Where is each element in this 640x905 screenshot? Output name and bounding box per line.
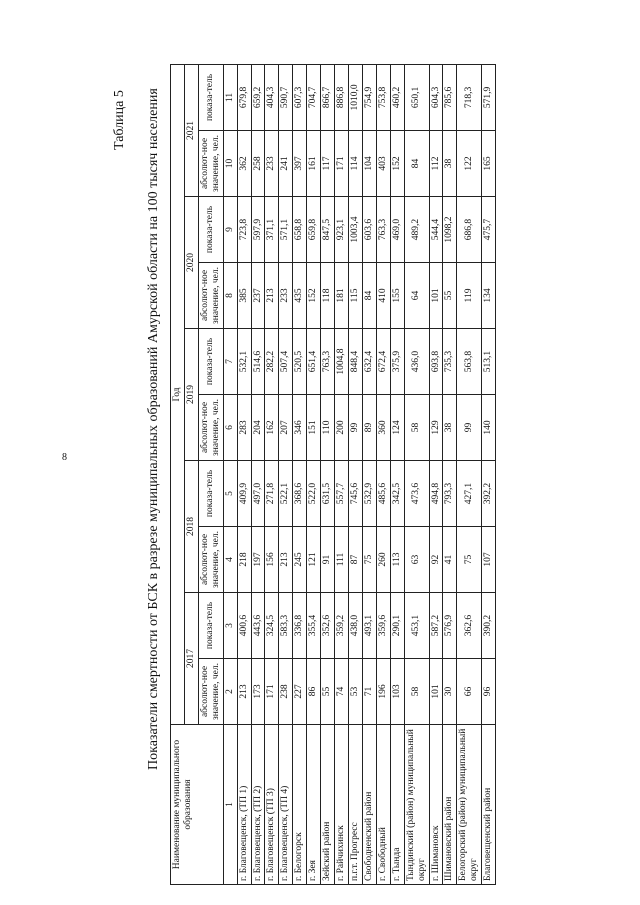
absolute-value-cell: 196 (376, 659, 390, 725)
absolute-value-cell: 213 (279, 527, 293, 593)
municipality-name: г. Белогорск (293, 725, 307, 885)
table-row (376, 64, 390, 884)
header-absolute-value: абсолют-ное значение, чел. (198, 395, 223, 461)
absolute-value-cell: 233 (265, 131, 279, 197)
rate-cell: 735,3 (443, 329, 457, 395)
absolute-value-cell: 38 (443, 131, 457, 197)
header-absolute-value: абсолют-ное значение, чел. (198, 263, 223, 329)
absolute-value-cell: 140 (482, 395, 496, 461)
rate-cell: 392,2 (482, 461, 496, 527)
absolute-value-cell: 403 (376, 131, 390, 197)
absolute-value-cell: 84 (404, 131, 429, 197)
rate-cell: 362,6 (457, 593, 482, 659)
rate-cell: 469,0 (390, 197, 404, 263)
municipality-name: г. Благовещенск (ТП 3) (265, 725, 279, 885)
rate-cell: 718,3 (457, 64, 482, 130)
absolute-value-cell: 207 (279, 395, 293, 461)
rate-cell: 507,4 (279, 329, 293, 395)
rotated-content (112, 65, 640, 885)
absolute-value-cell: 66 (457, 659, 482, 725)
absolute-value-cell: 435 (293, 263, 307, 329)
column-index-cell: 8 (223, 263, 237, 329)
municipality-name: Благовещенский район (482, 725, 496, 885)
rate-cell: 659,8 (307, 197, 321, 263)
absolute-value-cell: 122 (457, 131, 482, 197)
absolute-value-cell: 385 (237, 263, 251, 329)
rate-cell: 672,4 (376, 329, 390, 395)
rate-cell: 1003,4 (348, 197, 362, 263)
municipality-name: Зейский район (321, 725, 335, 885)
absolute-value-cell: 165 (482, 131, 496, 197)
rate-cell: 460,2 (390, 64, 404, 130)
rate-cell: 557,7 (335, 461, 349, 527)
absolute-value-cell: 161 (307, 131, 321, 197)
absolute-value-cell: 129 (429, 395, 443, 461)
page-number: 8 (62, 452, 67, 463)
absolute-value-cell: 114 (348, 131, 362, 197)
rate-cell: 607,3 (293, 64, 307, 130)
rate-cell: 400,6 (237, 593, 251, 659)
header-absolute-value: абсолют-ное значение, чел. (198, 659, 223, 725)
absolute-value-cell: 258 (251, 131, 265, 197)
rate-cell: 493,1 (362, 593, 376, 659)
table-row (237, 64, 251, 884)
absolute-value-cell: 87 (348, 527, 362, 593)
rate-cell: 404,3 (265, 64, 279, 130)
absolute-value-cell: 103 (390, 659, 404, 725)
absolute-value-cell: 117 (321, 131, 335, 197)
absolute-value-cell: 63 (404, 527, 429, 593)
rate-cell: 848,4 (348, 329, 362, 395)
header-rate: показа-тель (198, 593, 223, 659)
municipality-name: г. Благовещенск, (ТП 2) (251, 725, 265, 885)
table-row (321, 64, 335, 884)
table-caption: Показатели смертности от БСК в разрезе муниципальных образований Амурской области на 100 тысяч населения (146, 88, 161, 770)
rate-cell: 494,8 (429, 461, 443, 527)
municipality-name: Тындинский (район) муниципальный округ (404, 725, 429, 885)
column-index-cell: 6 (223, 395, 237, 461)
table-row (404, 64, 429, 884)
rate-cell: 651,4 (307, 329, 321, 395)
rate-cell: 436,0 (404, 329, 429, 395)
absolute-value-cell: 171 (265, 659, 279, 725)
absolute-value-cell: 204 (251, 395, 265, 461)
rate-cell: 1098,2 (443, 197, 457, 263)
absolute-value-cell: 151 (307, 395, 321, 461)
rate-cell: 754,9 (362, 64, 376, 130)
absolute-value-cell: 41 (443, 527, 457, 593)
rate-cell: 753,8 (376, 64, 390, 130)
table-row (443, 64, 457, 884)
rate-cell: 763,3 (321, 329, 335, 395)
table-label: Таблица 5 (112, 90, 127, 150)
column-index-cell: 2 (223, 659, 237, 725)
municipality-name: г. Благовещенск, (ТП 4) (279, 725, 293, 885)
municipality-name: Белогорский (район) муниципальный округ (457, 725, 482, 885)
absolute-value-cell: 155 (390, 263, 404, 329)
rate-cell: 886,8 (335, 64, 349, 130)
header-rate: показа-тель (198, 461, 223, 527)
rate-cell: 489,2 (404, 197, 429, 263)
absolute-value-cell: 111 (335, 527, 349, 593)
rate-cell: 409,9 (237, 461, 251, 527)
rate-cell: 631,5 (321, 461, 335, 527)
absolute-value-cell: 58 (404, 659, 429, 725)
table-row (279, 64, 293, 884)
rate-cell: 650,1 (404, 64, 429, 130)
rate-cell: 532,1 (237, 329, 251, 395)
absolute-value-cell: 362 (237, 131, 251, 197)
absolute-value-cell: 64 (404, 263, 429, 329)
rate-cell: 704,7 (307, 64, 321, 130)
rate-cell: 693,8 (429, 329, 443, 395)
absolute-value-cell: 107 (482, 527, 496, 593)
rate-cell: 571,9 (482, 64, 496, 130)
absolute-value-cell: 156 (265, 527, 279, 593)
rate-cell: 324,5 (265, 593, 279, 659)
absolute-value-cell: 75 (362, 527, 376, 593)
absolute-value-cell: 213 (237, 659, 251, 725)
rate-cell: 522,0 (307, 461, 321, 527)
rate-cell: 679,8 (237, 64, 251, 130)
rate-cell: 785,6 (443, 64, 457, 130)
rate-cell: 793,3 (443, 461, 457, 527)
absolute-value-cell: 110 (321, 395, 335, 461)
header-rate: показа-тель (198, 197, 223, 263)
municipality-name: г. Райчихинск (335, 725, 349, 885)
municipality-name: г. Зея (307, 725, 321, 885)
rate-cell: 576,9 (443, 593, 457, 659)
table-row (390, 64, 404, 884)
absolute-value-cell: 118 (321, 263, 335, 329)
absolute-value-cell: 162 (265, 395, 279, 461)
absolute-value-cell: 218 (237, 527, 251, 593)
header-rate: показа-тель (198, 64, 223, 130)
column-index-cell: 3 (223, 593, 237, 659)
table-row (335, 64, 349, 884)
absolute-value-cell: 227 (293, 659, 307, 725)
absolute-value-cell: 115 (348, 263, 362, 329)
absolute-value-cell: 245 (293, 527, 307, 593)
column-index-cell: 11 (223, 64, 237, 130)
absolute-value-cell: 134 (482, 263, 496, 329)
rate-cell: 847,5 (321, 197, 335, 263)
absolute-value-cell: 84 (362, 263, 376, 329)
column-index-cell: 7 (223, 329, 237, 395)
rate-cell: 583,3 (279, 593, 293, 659)
rate-cell: 514,6 (251, 329, 265, 395)
rate-cell: 723,8 (237, 197, 251, 263)
rate-cell: 522,1 (279, 461, 293, 527)
header-name-column: Наименование муниципального образования (171, 725, 224, 885)
rate-cell: 475,7 (482, 197, 496, 263)
rate-cell: 520,5 (293, 329, 307, 395)
absolute-value-cell: 86 (307, 659, 321, 725)
table-row (429, 64, 443, 884)
table-row (457, 64, 482, 884)
absolute-value-cell: 55 (443, 263, 457, 329)
absolute-value-cell: 101 (429, 263, 443, 329)
rate-cell: 359,6 (376, 593, 390, 659)
rate-cell: 371,1 (265, 197, 279, 263)
column-index-cell: 5 (223, 461, 237, 527)
table-row (265, 64, 279, 884)
municipality-name: г. Свободный (376, 725, 390, 885)
rate-cell: 342,5 (390, 461, 404, 527)
absolute-value-cell: 260 (376, 527, 390, 593)
absolute-value-cell: 241 (279, 131, 293, 197)
absolute-value-cell: 74 (335, 659, 349, 725)
rate-cell: 686,8 (457, 197, 482, 263)
table-row (482, 64, 496, 884)
header-year: 2018 (184, 461, 198, 593)
rate-cell: 336,8 (293, 593, 307, 659)
rate-cell: 571,1 (279, 197, 293, 263)
rate-cell: 290,1 (390, 593, 404, 659)
absolute-value-cell: 101 (429, 659, 443, 725)
column-index-cell: 9 (223, 197, 237, 263)
table-row (251, 64, 265, 884)
absolute-value-cell: 53 (348, 659, 362, 725)
rate-cell: 603,6 (362, 197, 376, 263)
rate-cell: 355,4 (307, 593, 321, 659)
column-index-cell: 4 (223, 527, 237, 593)
table-body (223, 64, 495, 884)
rate-cell: 563,8 (457, 329, 482, 395)
header-row-year-group (171, 64, 185, 884)
absolute-value-cell: 58 (404, 395, 429, 461)
rate-cell: 513,1 (482, 329, 496, 395)
absolute-value-cell: 104 (362, 131, 376, 197)
rate-cell: 453,1 (404, 593, 429, 659)
municipality-name: г. Благовещенск, (ТП 1) (237, 725, 251, 885)
absolute-value-cell: 200 (335, 395, 349, 461)
rate-cell: 443,6 (251, 593, 265, 659)
rate-cell: 352,6 (321, 593, 335, 659)
absolute-value-cell: 238 (279, 659, 293, 725)
municipality-name: г. Шимановск (429, 725, 443, 885)
column-index-cell: 1 (223, 725, 237, 885)
rate-cell: 368,6 (293, 461, 307, 527)
header-absolute-value: абсолют-ное значение, чел. (198, 131, 223, 197)
rate-cell: 587,2 (429, 593, 443, 659)
absolute-value-cell: 91 (321, 527, 335, 593)
rate-cell: 632,4 (362, 329, 376, 395)
rate-cell: 1004,8 (335, 329, 349, 395)
table-row (348, 64, 362, 884)
rate-cell: 544,4 (429, 197, 443, 263)
rate-cell: 923,1 (335, 197, 349, 263)
absolute-value-cell: 360 (376, 395, 390, 461)
municipality-name: Свободненский район (362, 725, 376, 885)
rate-cell: 271,8 (265, 461, 279, 527)
absolute-value-cell: 92 (429, 527, 443, 593)
rate-cell: 590,7 (279, 64, 293, 130)
absolute-value-cell: 213 (265, 263, 279, 329)
column-index-cell: 10 (223, 131, 237, 197)
rate-cell: 473,6 (404, 461, 429, 527)
table-row (362, 64, 376, 884)
header-rate: показа-тель (198, 329, 223, 395)
absolute-value-cell: 119 (457, 263, 482, 329)
header-year: 2019 (184, 329, 198, 461)
header-year: 2020 (184, 197, 198, 329)
rate-cell: 532,9 (362, 461, 376, 527)
rate-cell: 427,1 (457, 461, 482, 527)
rate-cell: 282,2 (265, 329, 279, 395)
header-year-group: Год (171, 64, 185, 724)
column-index-row (223, 64, 237, 884)
municipality-name: г. Тында (390, 725, 404, 885)
rate-cell: 745,6 (348, 461, 362, 527)
absolute-value-cell: 71 (362, 659, 376, 725)
rate-cell: 604,3 (429, 64, 443, 130)
table-row (293, 64, 307, 884)
rate-cell: 375,9 (390, 329, 404, 395)
absolute-value-cell: 99 (348, 395, 362, 461)
absolute-value-cell: 99 (457, 395, 482, 461)
table-row (307, 64, 321, 884)
rate-cell: 763,3 (376, 197, 390, 263)
absolute-value-cell: 237 (251, 263, 265, 329)
absolute-value-cell: 75 (457, 527, 482, 593)
absolute-value-cell: 112 (429, 131, 443, 197)
rate-cell: 1010,0 (348, 64, 362, 130)
header-year: 2021 (184, 64, 198, 196)
absolute-value-cell: 124 (390, 395, 404, 461)
municipality-name: п.г.т. Прогресс (348, 725, 362, 885)
absolute-value-cell: 96 (482, 659, 496, 725)
header-year: 2017 (184, 593, 198, 725)
municipality-name: Шимановский район (443, 725, 457, 885)
absolute-value-cell: 38 (443, 395, 457, 461)
absolute-value-cell: 30 (443, 659, 457, 725)
rate-cell: 659,2 (251, 64, 265, 130)
header-absolute-value: абсолют-ное значение, чел. (198, 527, 223, 593)
absolute-value-cell: 233 (279, 263, 293, 329)
absolute-value-cell: 197 (251, 527, 265, 593)
rate-cell: 497,0 (251, 461, 265, 527)
absolute-value-cell: 89 (362, 395, 376, 461)
absolute-value-cell: 181 (335, 263, 349, 329)
absolute-value-cell: 152 (307, 263, 321, 329)
absolute-value-cell: 173 (251, 659, 265, 725)
rate-cell: 438,0 (348, 593, 362, 659)
rate-cell: 597,9 (251, 197, 265, 263)
absolute-value-cell: 397 (293, 131, 307, 197)
mortality-table (170, 64, 496, 885)
rate-cell: 485,6 (376, 461, 390, 527)
absolute-value-cell: 113 (390, 527, 404, 593)
absolute-value-cell: 152 (390, 131, 404, 197)
rate-cell: 359,2 (335, 593, 349, 659)
absolute-value-cell: 346 (293, 395, 307, 461)
rate-cell: 866,7 (321, 64, 335, 130)
absolute-value-cell: 121 (307, 527, 321, 593)
rate-cell: 658,8 (293, 197, 307, 263)
absolute-value-cell: 410 (376, 263, 390, 329)
absolute-value-cell: 283 (237, 395, 251, 461)
absolute-value-cell: 171 (335, 131, 349, 197)
rate-cell: 390,2 (482, 593, 496, 659)
absolute-value-cell: 55 (321, 659, 335, 725)
